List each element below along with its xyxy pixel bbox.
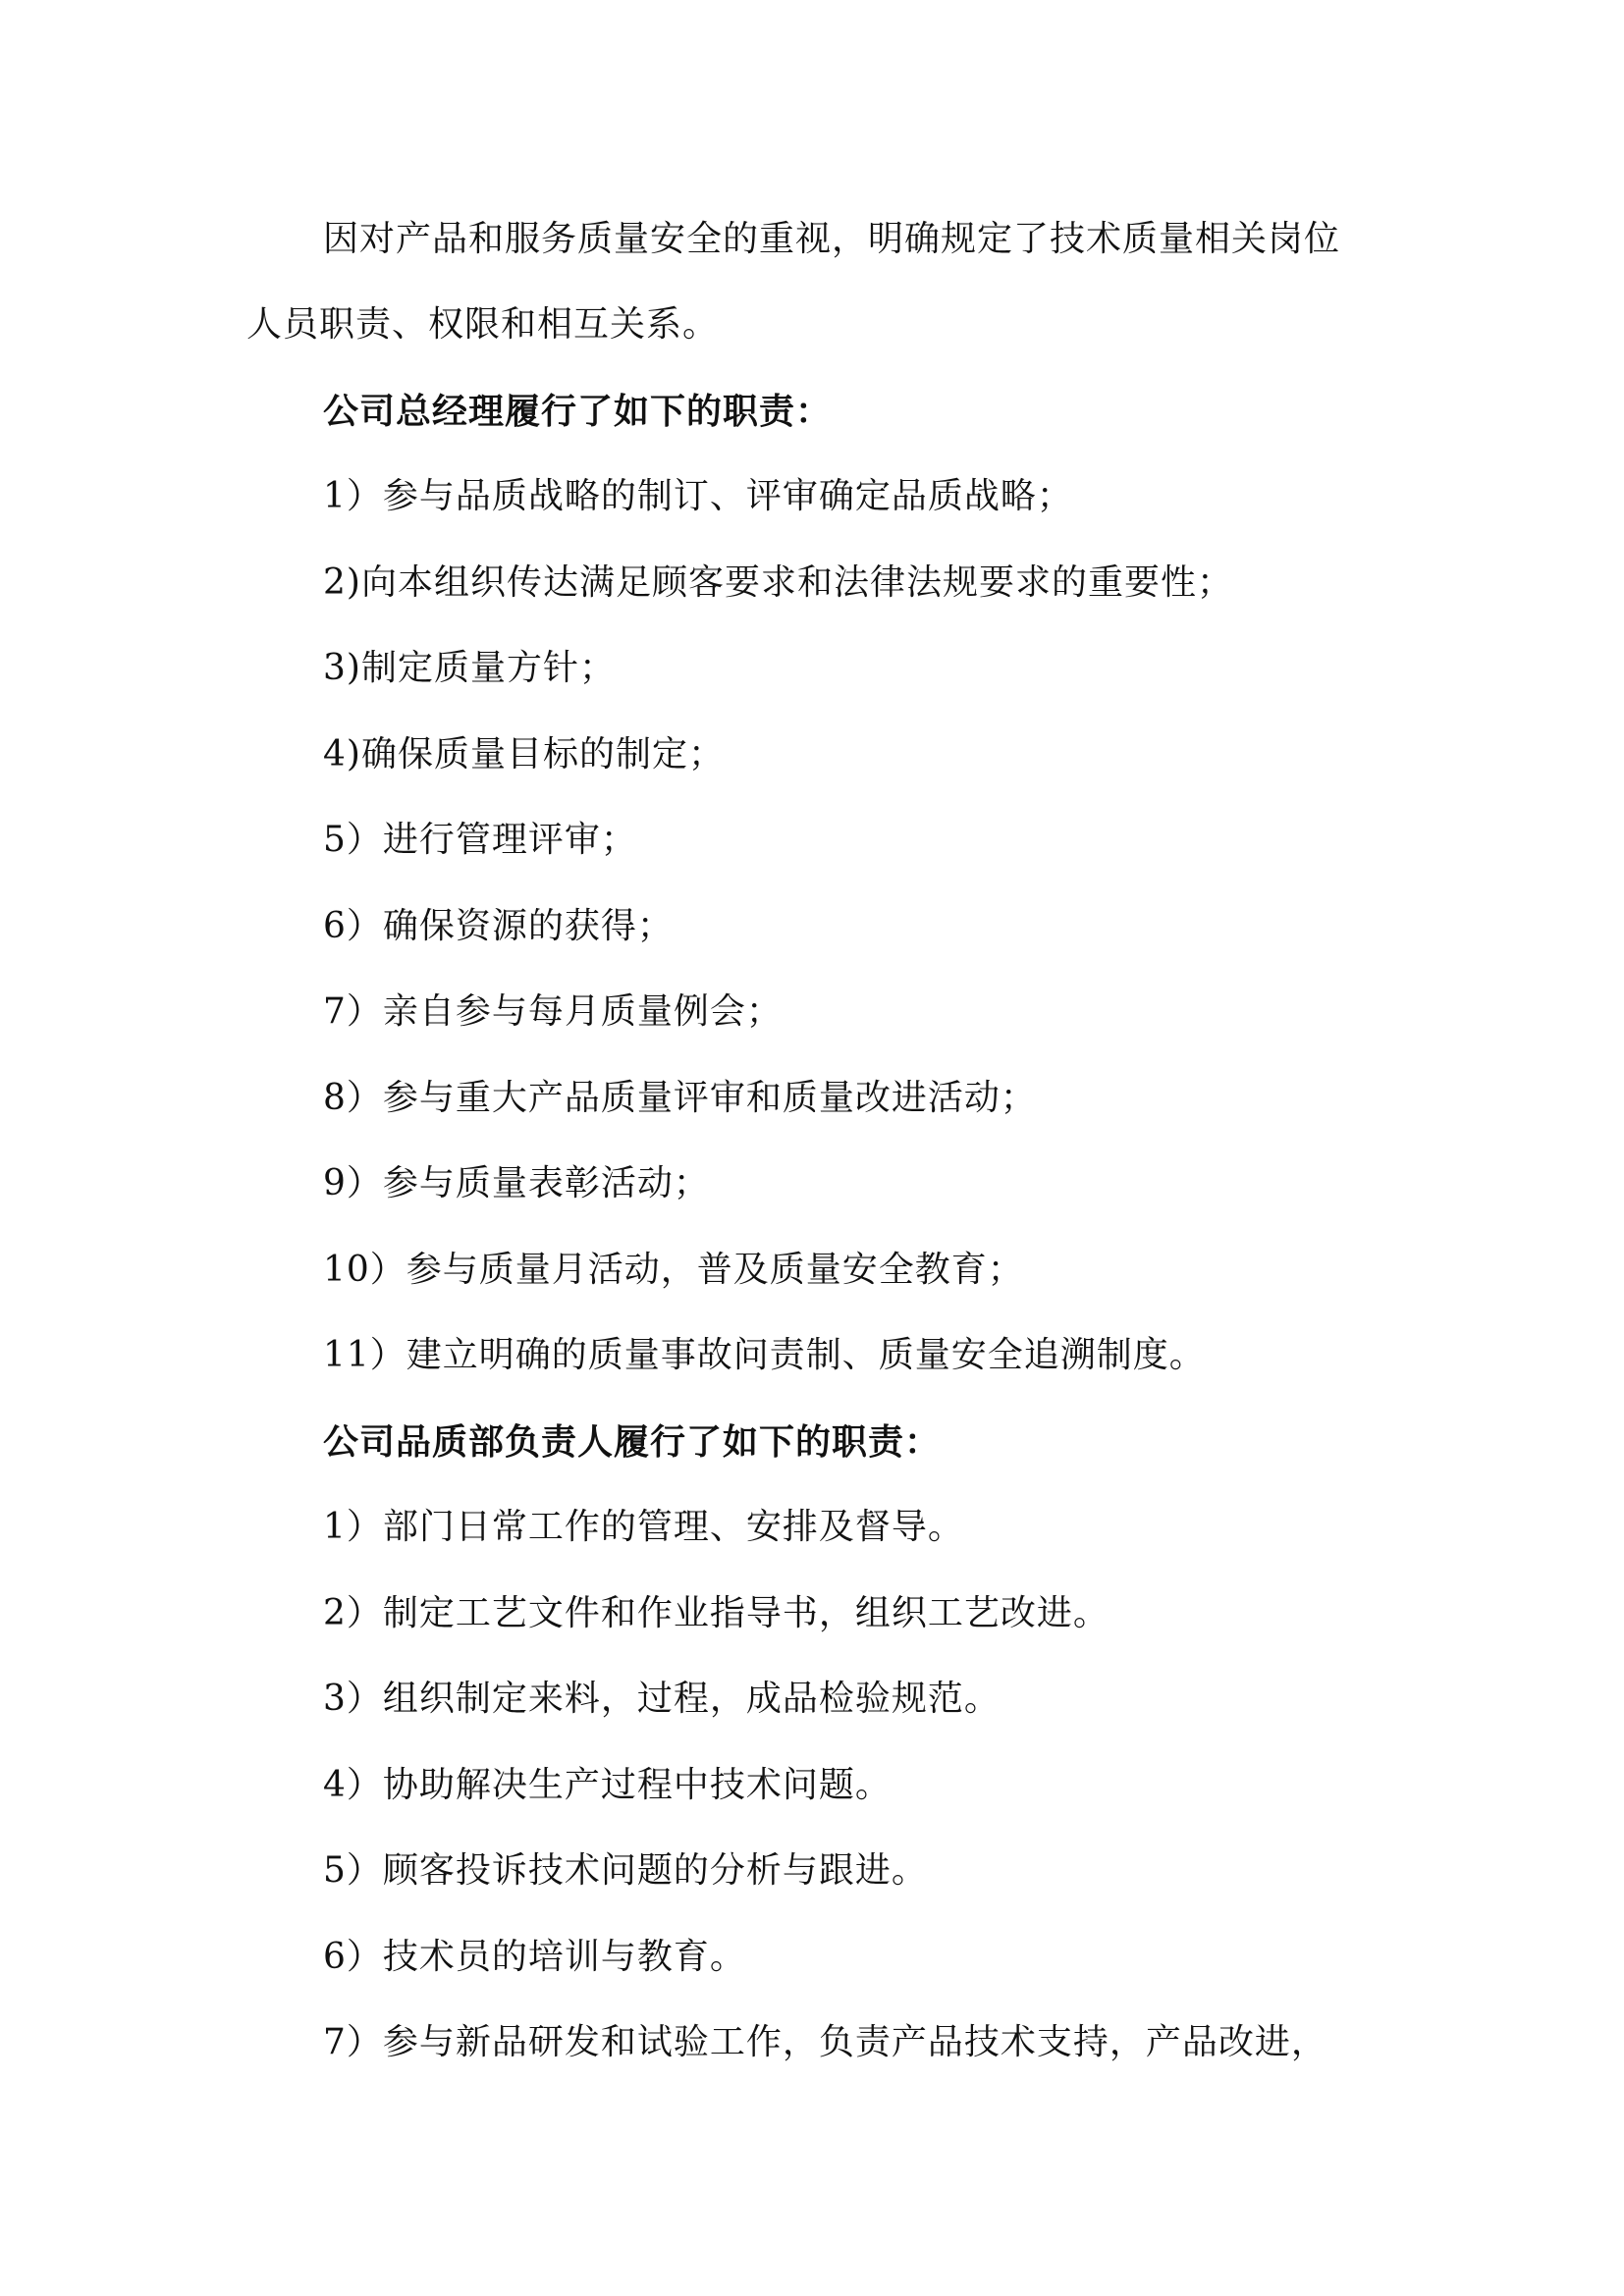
qa-item-6: 6）技术员的培训与教育。 bbox=[323, 1937, 746, 1977]
qa-item-2: 2）制定工艺文件和作业指导书，组织工艺改进。 bbox=[323, 1593, 1110, 1633]
qa-section-heading: 公司品质部负责人履行了如下的职责： bbox=[323, 1421, 942, 1463]
gm-item-8: 8）参与重大产品质量评审和质量改进活动； bbox=[323, 1078, 1037, 1118]
gm-item-11: 11）建立明确的质量事故问责制、质量安全追溯制度。 bbox=[323, 1335, 1206, 1375]
gm-item-4: 4)确保质量目标的制定； bbox=[323, 734, 725, 774]
gm-item-2: 2)向本组织传达满足顾客要求和法律法规要求的重要性； bbox=[323, 562, 1233, 603]
gm-item-10: 10）参与质量月活动，普及质量安全教育； bbox=[323, 1250, 1024, 1290]
qa-item-3: 3）组织制定来料，过程，成品检验规范。 bbox=[323, 1679, 1001, 1719]
intro-line-1: 因对产品和服务质量安全的重视，明确规定了技术质量相关岗位 bbox=[323, 219, 1341, 259]
gm-item-3: 3)制定质量方针； bbox=[323, 648, 616, 688]
gm-section-heading: 公司总经理履行了如下的职责： bbox=[323, 391, 833, 432]
gm-item-7: 7）亲自参与每月质量例会； bbox=[323, 991, 783, 1032]
intro-line-2: 人员职责、权限和相互关系。 bbox=[246, 304, 720, 345]
qa-item-1: 1）部门日常工作的管理、安排及督导。 bbox=[323, 1507, 964, 1547]
gm-item-6: 6）确保资源的获得； bbox=[323, 906, 674, 946]
qa-item-4: 4）协助解决生产过程中技术问题。 bbox=[323, 1765, 892, 1805]
gm-item-1: 1）参与品质战略的制订、评审确定品质战略； bbox=[323, 476, 1073, 516]
qa-item-7: 7）参与新品研发和试验工作，负责产品技术支持，产品改进， bbox=[323, 2022, 1327, 2062]
qa-item-5: 5）顾客投诉技术问题的分析与跟进。 bbox=[323, 1850, 928, 1891]
gm-item-5: 5）进行管理评审； bbox=[323, 820, 637, 860]
gm-item-9: 9）参与质量表彰活动； bbox=[323, 1163, 710, 1203]
